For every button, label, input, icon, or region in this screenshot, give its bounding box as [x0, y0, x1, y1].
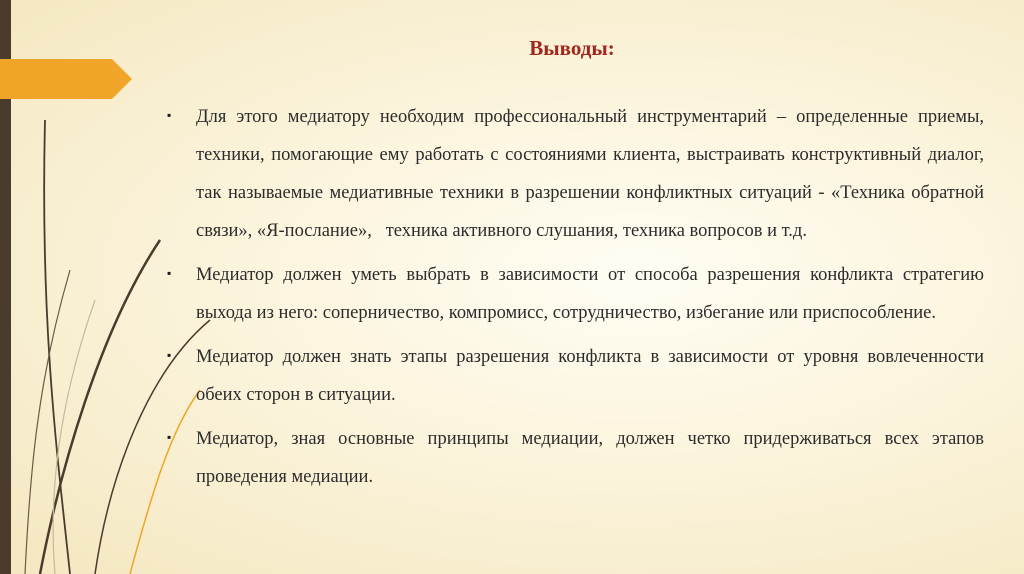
slide-title: Выводы:: [529, 36, 615, 60]
list-item: [160, 420, 989, 496]
bullet-marker: ▪: [167, 430, 172, 444]
bullet-text: Медиатор должен уметь выбрать в зависимости от способа разрешения конфликта стратегию выхода из него: соперничество, компромисс, сотрудничество, избегание или приспособление.: [196, 265, 989, 323]
orange-banner-shape: [0, 59, 132, 99]
bullet-text: Медиатор, зная основные принципы медиации, должен четко придерживаться всех этапов проведения медиации.: [196, 429, 989, 487]
bullet-marker: ▪: [167, 266, 172, 280]
bullet-marker: ▪: [167, 348, 172, 362]
list-item: [160, 338, 989, 414]
bullet-text: Медиатор должен знать этапы разрешения конфликта в зависимости от уровня вовлеченности обеих сторон в ситуации.: [196, 347, 989, 405]
curve-line-2: [44, 120, 70, 574]
list-item: [160, 256, 989, 332]
list-item: [160, 98, 989, 250]
curve-line-1: [40, 240, 160, 574]
bullet-text: Для этого медиатору необходим профессиональный инструментарий – определенные приемы, техники, помогающие ему работать с состояниями клиента, выстраивать конструктивный диалог, так называемые медиативные техники в разрешении конфликтных ситуаций - «Техника обратной связи», «Я-послание», техника активного слушания, техника вопросов и т.д.: [196, 107, 989, 241]
bullet-marker: ▪: [167, 108, 172, 122]
bullet-list: [160, 98, 989, 502]
